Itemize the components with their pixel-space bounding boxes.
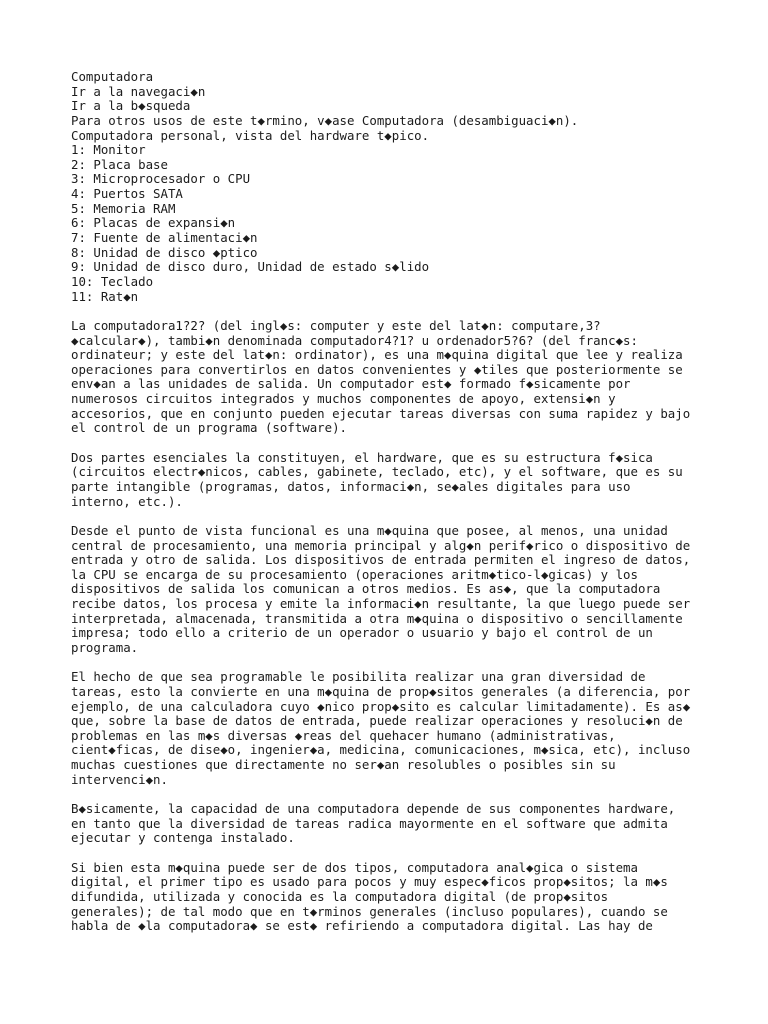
text-line: impresa; todo ello a criterio de un operador o usuario y bajo el control de un [71,625,653,641]
text-line: programa. [71,639,139,655]
component-list-item: 10: Teclado [71,273,154,289]
component-list-item: 11: Rat◆n [71,288,139,304]
text-line: Dos partes esenciales la constituyen, el hardware, que es su estructura f◆sica [71,449,653,465]
text-line: dispositivos de salida los comunican a otros medios. Es as◆, que la computadora [71,581,661,597]
component-list-item: 7: Fuente de alimentaci◆n [71,230,258,246]
component-list-item: 8: Unidad de disco ◆ptico [71,244,258,260]
paragraph-programmable [71,670,731,787]
text-line: central de procesamiento, una memoria principal y alg◆n perif◆rico o dispositivo de [71,537,691,553]
paragraph-hardware-software [71,451,731,510]
text-line: en tanto que la diversidad de tareas radica mayormente en el software que admita [71,815,668,831]
text-line: El hecho de que sea programable le posibilita realizar una gran diversidad de [71,669,646,685]
text-line: recibe datos, los procesa y emite la informaci◆n resultante, la que luego puede ser [71,596,691,612]
document-page [71,70,731,934]
disambiguation-note: Para otros usos de este t◆rmino, v◆ase Computadora (desambiguaci◆n). [71,112,579,128]
text-line: ordinateur; y este del lat◆n: ordinator), es una m◆quina digital que lee y realiza [71,347,683,363]
paragraph-definition [71,319,731,436]
component-list-item: 5: Memoria RAM [71,200,176,216]
doc-title: Computadora [71,69,154,84]
paragraph-functional-view [71,524,731,656]
text-line: que, sobre la base de datos de entrada, puede realizar operaciones y resoluci◆n de [71,713,683,729]
text-line: Si bien esta m◆quina puede ser de dos tipos, computadora anal◆gica o sistema [71,859,638,875]
text-line: accesorios, que en conjunto pueden ejecutar tareas diversas con suma rapidez y bajo [71,405,691,421]
skip-to-search-link: Ir a la b◆squeda [71,98,191,114]
text-line: (circuitos electr◆nicos, cables, gabinete, teclado, etc), y el software, que es su [71,464,683,480]
text-line: entrada y otro de salida. Los dispositivos de entrada permiten el ingreso de datos, [71,552,691,568]
text-line: operaciones para convertirlos en datos convenientes y ◆tiles que posteriormente se [71,361,683,377]
component-list-item: 3: Microprocesador o CPU [71,171,251,187]
component-list-item: 4: Puertos SATA [71,186,183,202]
text-line: interpretada, almacenada, transmitida a otra m◆quina o dispositivo o sencillamente [71,610,683,626]
paragraph-types [71,861,731,934]
text-line: difundida, utilizada y conocida es la computadora digital (de prop◆sitos [71,888,609,904]
text-line: generales); de tal modo que en t◆rminos generales (incluso populares), cuando se [71,903,668,919]
text-line: interno, etc.). [71,493,183,509]
component-list-item: 2: Placa base [71,156,168,172]
text-line: digital, el primer tipo es usado para pocos y muy espec◆ficos prop◆sitos; la m◆s [71,874,668,890]
text-line: tareas, esto la convierte en una m◆quina de prop◆sitos generales (a diferencia, por [71,683,691,699]
text-line: Desde el punto de vista funcional es una m◆quina que posee, al menos, una unidad [71,522,668,538]
text-line: B◆sicamente, la capacidad de una computadora depende de sus componentes hardware, [71,801,676,817]
text-line: ◆calcular◆), tambi◆n denominada computador4?1? u ordenador5?6? (del franc◆s: [71,332,638,348]
text-line: ejecutar y contenga instalado. [71,830,295,846]
text-line: La computadora1?2? (del ingl◆s: computer y este del lat◆n: computare,3? [71,317,601,333]
paragraph-capacity [71,802,731,846]
text-line: parte intangible (programas, datos, informaci◆n, se◆ales digitales para uso [71,478,631,494]
component-list-item: 6: Placas de expansi◆n [71,215,236,231]
text-line: habla de ◆la computadora◆ se est◆ refiriendo a computadora digital. Las hay de [71,918,653,934]
image-caption: Computadora personal, vista del hardware t◆pico. [71,127,430,143]
text-line: el control de un programa (software). [71,420,348,436]
text-line: la CPU se encarga de su procesamiento (operaciones aritm◆tico-l◆gicas) y los [71,566,638,582]
component-list-item: 9: Unidad de disco duro, Unidad de estado s◆lido [71,259,430,275]
text-line: muchas cuestiones que directamente no ser◆an resolubles o posibles sin su [71,757,616,773]
text-line: problemas en las m◆s diversas ◆reas del quehacer humano (administrativas, [71,727,616,743]
component-list-item: 1: Monitor [71,142,146,158]
text-line: cient◆ficas, de dise◆o, ingenier◆a, medicina, comunicaciones, m◆sica, etc), incluso [71,742,691,758]
skip-to-navigation-link: Ir a la navegaci◆n [71,83,206,99]
text-line: intervenci◆n. [71,771,168,787]
text-line: ejemplo, de una calculadora cuyo ◆nico prop◆sito es calcular limitadamente). Es as◆ [71,698,691,714]
text-line: env◆an a las unidades de salida. Un computador est◆ formado f◆sicamente por [71,376,631,392]
text-line: numerosos circuitos integrados y muchos componentes de apoyo, extensi◆n y [71,391,616,407]
header-block [71,70,731,304]
